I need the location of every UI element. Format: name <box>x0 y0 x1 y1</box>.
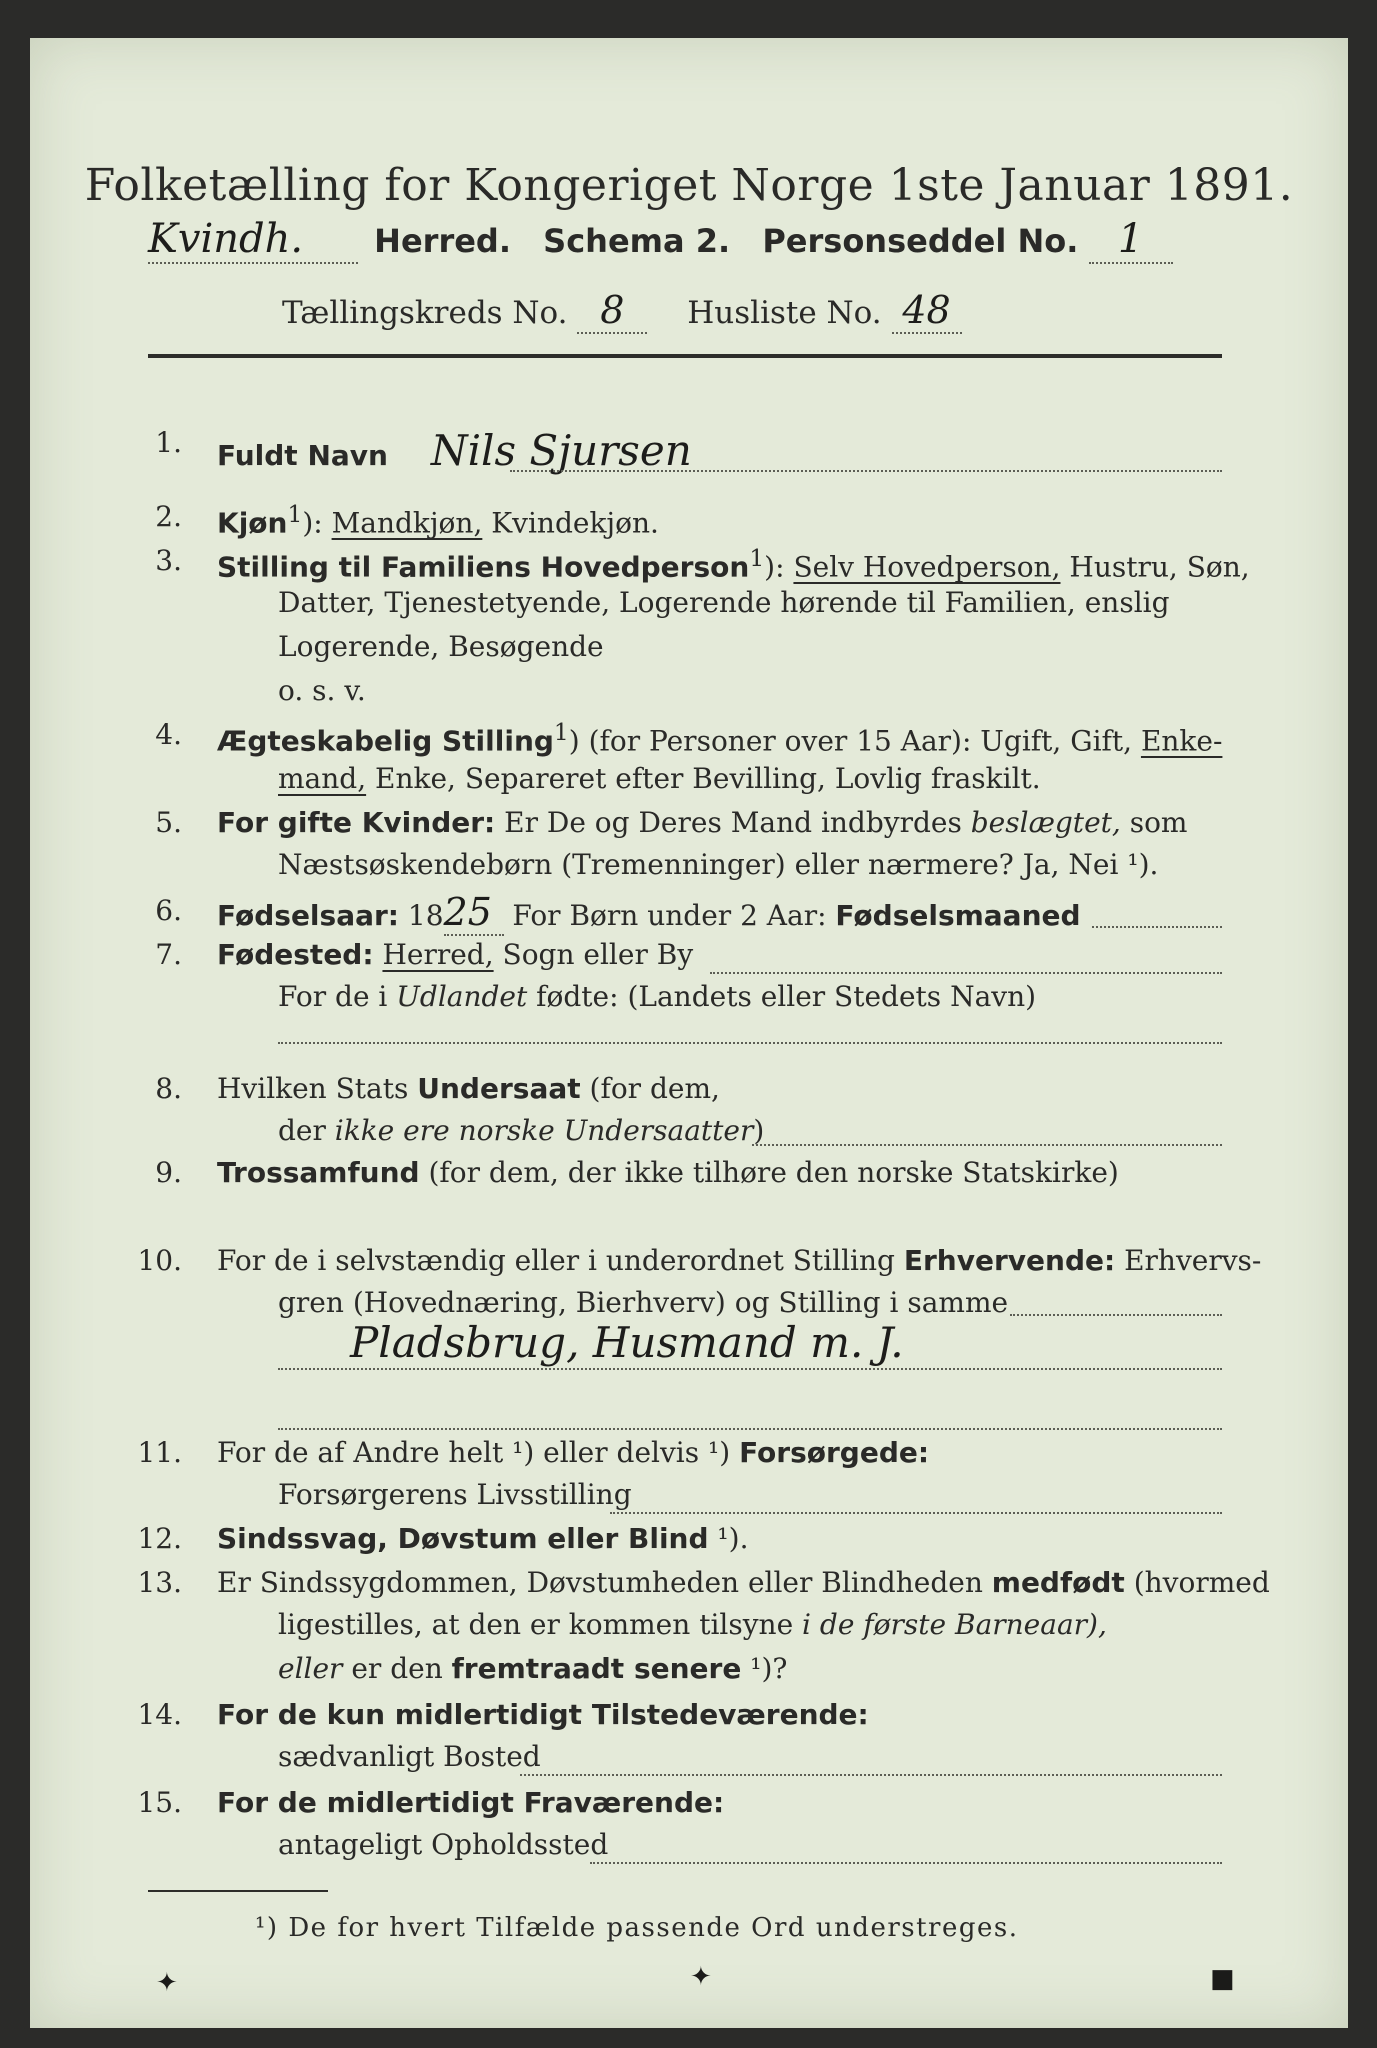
pin-mark: ✦ <box>690 1962 712 1992</box>
item-number: 2. <box>155 500 182 533</box>
item-number: 5. <box>155 806 182 839</box>
marital-status-selected: Enke- <box>1140 724 1223 758</box>
dotted-line <box>278 1042 1222 1044</box>
family-position-selected: Selv Hovedperson, <box>793 550 1061 584</box>
item-10-text <box>217 1244 1261 1277</box>
item-number: 1. <box>155 426 182 459</box>
dependent-label: Forsørgede: <box>739 1436 930 1469</box>
congenital-line2-italic: i de første Barneaar), <box>802 1608 1107 1641</box>
citizenship-rest: (for dem, <box>580 1072 720 1105</box>
item-14-line2: sædvanligt Bosted <box>278 1740 541 1773</box>
marital-status-label: Ægteskabelig Stilling <box>217 724 554 758</box>
pin-mark: ■ <box>1210 1964 1235 1994</box>
item-9-text <box>217 1156 1119 1189</box>
kreds-row <box>282 288 962 334</box>
item-number: 12. <box>137 1522 182 1555</box>
item-number: 11. <box>137 1436 182 1469</box>
gender-label: Kjøn <box>217 506 288 540</box>
footnote-ref: 1 <box>287 500 303 528</box>
item-number: 6. <box>155 894 182 927</box>
gender-selected: Mandkjøn, <box>331 506 483 540</box>
personseddel-label: Personseddel No. <box>762 222 1079 260</box>
item-15-text <box>217 1786 724 1819</box>
dotted-line <box>278 1368 1222 1370</box>
item-number: 13. <box>137 1566 182 1599</box>
item-number: 4. <box>155 718 182 751</box>
birth-month-prefix: For Børn under 2 Aar: <box>503 899 836 932</box>
dotted-line <box>590 1862 1222 1864</box>
disability-rest: ¹). <box>708 1522 749 1555</box>
related-word: beslægtet, <box>970 806 1121 839</box>
religion-rest: (for dem, der ikke tilhøre den norske Statskirke) <box>419 1156 1119 1189</box>
congenital-line3: er den <box>342 1652 452 1685</box>
citizenship-line2-rest: ) <box>753 1114 765 1147</box>
item-3-line2: Datter, Tjenestetyende, Logerende hørende til Familien, enslig <box>278 586 1170 619</box>
kreds-value: 8 <box>577 288 647 334</box>
item-5-line2: Næstsøskendebørn (Tremenninger) eller nærmere? Ja, Nei ¹). <box>278 848 1159 881</box>
pin-mark: ✦ <box>156 1968 178 1998</box>
birth-year-prefix: 18 <box>399 899 444 932</box>
citizenship-line2-italic: ikke ere norske Undersaatter <box>334 1114 754 1147</box>
temporary-present-label: For de kun midlertidigt Tilstedeværende: <box>217 1698 869 1731</box>
item-13-line3 <box>278 1652 787 1685</box>
item-number: 14. <box>137 1698 182 1731</box>
religion-label: Trossamfund <box>217 1156 420 1189</box>
item-14-text <box>217 1698 869 1731</box>
item-3-text: Stilling til Familiens Hovedperson$^1$): Selv Hovedperson, Hustru, Søn, <box>217 544 1250 584</box>
item-13-line2 <box>278 1608 1107 1641</box>
schema-label: Schema 2. <box>543 222 731 260</box>
citizenship-prefix: Hvilken Stats <box>217 1072 418 1105</box>
congenital-line3-italic: eller <box>278 1652 343 1685</box>
personseddel-value: 1 <box>1089 216 1173 264</box>
later-onset-label: fremtraadt senere <box>451 1652 742 1685</box>
abroad-word: Udlandet <box>396 980 528 1013</box>
marital-status-options: Enke, Separeret efter Bevilling, Lovlig fraskilt. <box>366 762 1041 795</box>
item-12-text <box>217 1522 748 1555</box>
item-number: 9. <box>155 1156 182 1189</box>
temporary-absent-label: For de midlertidigt Fraværende: <box>217 1786 725 1819</box>
dotted-line <box>610 1512 1222 1514</box>
item-8-line2 <box>278 1114 764 1147</box>
occupation-rest: Erhvervs- <box>1115 1244 1262 1277</box>
item-number: 10. <box>137 1244 182 1277</box>
birth-year-value: 25 <box>444 890 504 936</box>
birthplace-selected: Herred, <box>382 938 494 971</box>
herred-label: Herred. <box>374 222 511 260</box>
item-4-line2 <box>278 762 1041 795</box>
item-11-line2: Forsørgerens Livsstilling <box>278 1478 632 1511</box>
married-women-cont: som <box>1120 806 1188 839</box>
citizenship-label: Undersaat <box>417 1072 581 1105</box>
married-women-question: Er De og Deres Mand indbyrdes <box>495 806 971 839</box>
citizenship-line2-prefix: der <box>278 1114 335 1147</box>
dotted-line <box>278 1428 1222 1430</box>
disability-label: Sindssvag, Døvstum eller Blind <box>217 1522 709 1555</box>
item-1-text <box>217 426 692 475</box>
dotted-line <box>710 972 1222 974</box>
marital-status-selected-cont: mand, <box>278 762 367 795</box>
abroad-rest: fødte: (Landets eller Stedets Navn) <box>527 980 1037 1013</box>
item-11-text <box>217 1436 929 1469</box>
occupation-value: Pladsbrug, Husmand m. J. <box>350 1318 904 1367</box>
dependent-prefix: For de af Andre helt ¹) eller delvis ¹) <box>217 1436 740 1469</box>
gender-other: Kvindekjøn. <box>482 506 659 540</box>
birth-month-label: Fødselsmaaned <box>835 899 1081 932</box>
dotted-line <box>520 1774 1222 1776</box>
item-5-text <box>217 806 1187 839</box>
congenital-line2: ligestilles, at den er kommen tilsyne <box>278 1608 803 1641</box>
kreds-label: Tællingskreds No. <box>282 295 568 331</box>
item-number: 3. <box>155 544 182 577</box>
husliste-label: Husliste No. <box>687 295 882 331</box>
item-number: 15. <box>137 1786 182 1819</box>
footnote-rule <box>148 1890 328 1892</box>
husliste-value: 48 <box>892 288 962 334</box>
item-3-line4: o. s. v. <box>278 674 366 707</box>
marital-status-rest: (for Personer over 15 Aar): Ugift, Gift, <box>579 724 1141 758</box>
item-2-text: Kjøn$^1$): Mandkjøn, Kvindekjøn. <box>217 500 659 540</box>
item-13-text <box>217 1566 1270 1599</box>
dotted-line <box>1010 1314 1222 1316</box>
occupation-prefix: For de i selvstændig eller i underordnet Stilling <box>217 1244 904 1277</box>
item-number: 7. <box>155 938 182 971</box>
congenital-line3-rest: ¹)? <box>741 1652 788 1685</box>
congenital-rest: (hvormed <box>1124 1566 1270 1599</box>
item-6-text <box>217 890 1081 936</box>
dotted-line <box>1092 926 1222 928</box>
footnote: ¹) De for hvert Tilfælde passende Ord understreges. <box>255 1913 1019 1943</box>
item-10-line2: gren (Hovednæring, Bierhverv) og Stilling i samme <box>278 1286 1009 1319</box>
occupation-label: Erhvervende: <box>903 1244 1116 1277</box>
herred-row <box>148 216 1173 264</box>
dotted-line <box>510 470 1222 472</box>
header-rule <box>148 354 1222 358</box>
birthplace-options: Sogn eller By <box>493 938 694 971</box>
congenital-label: medfødt <box>991 1566 1125 1599</box>
item-15-line2: antageligt Opholdssted <box>278 1828 609 1861</box>
abroad-prefix: For de i <box>278 980 397 1013</box>
birth-year-label: Fødselsaar: <box>217 899 399 932</box>
item-7-line2 <box>278 980 1036 1013</box>
congenital-prefix: Er Sindssygdommen, Døvstumheden eller Blindheden <box>217 1566 992 1599</box>
item-number: 8. <box>155 1072 182 1105</box>
dotted-line <box>752 1144 1222 1146</box>
item-4-text: Ægteskabelig Stilling$^1$) (for Personer over 15 Aar): Ugift, Gift, Enke- <box>217 718 1223 758</box>
full-name-value: Nils Sjursen <box>430 426 692 475</box>
family-position-rest: Hustru, Søn, <box>1060 550 1250 584</box>
birthplace-label: Fødested: <box>217 938 374 971</box>
item-7-text <box>217 938 693 971</box>
footnote-ref: 1 <box>749 544 765 572</box>
family-position-label: Stilling til Familiens Hovedperson <box>217 550 750 584</box>
herred-value: Kvindh. <box>148 216 358 264</box>
item-3-line3: Logerende, Besøgende <box>278 630 604 663</box>
married-women-label: For gifte Kvinder: <box>217 806 496 839</box>
form-title: Folketælling for Kongeriget Norge 1ste Januar 1891. <box>84 160 1294 211</box>
census-form-sheet <box>30 38 1348 2028</box>
full-name-label: Fuldt Navn <box>217 439 388 472</box>
footnote-ref: 1 <box>553 718 569 746</box>
item-8-text <box>217 1072 720 1105</box>
